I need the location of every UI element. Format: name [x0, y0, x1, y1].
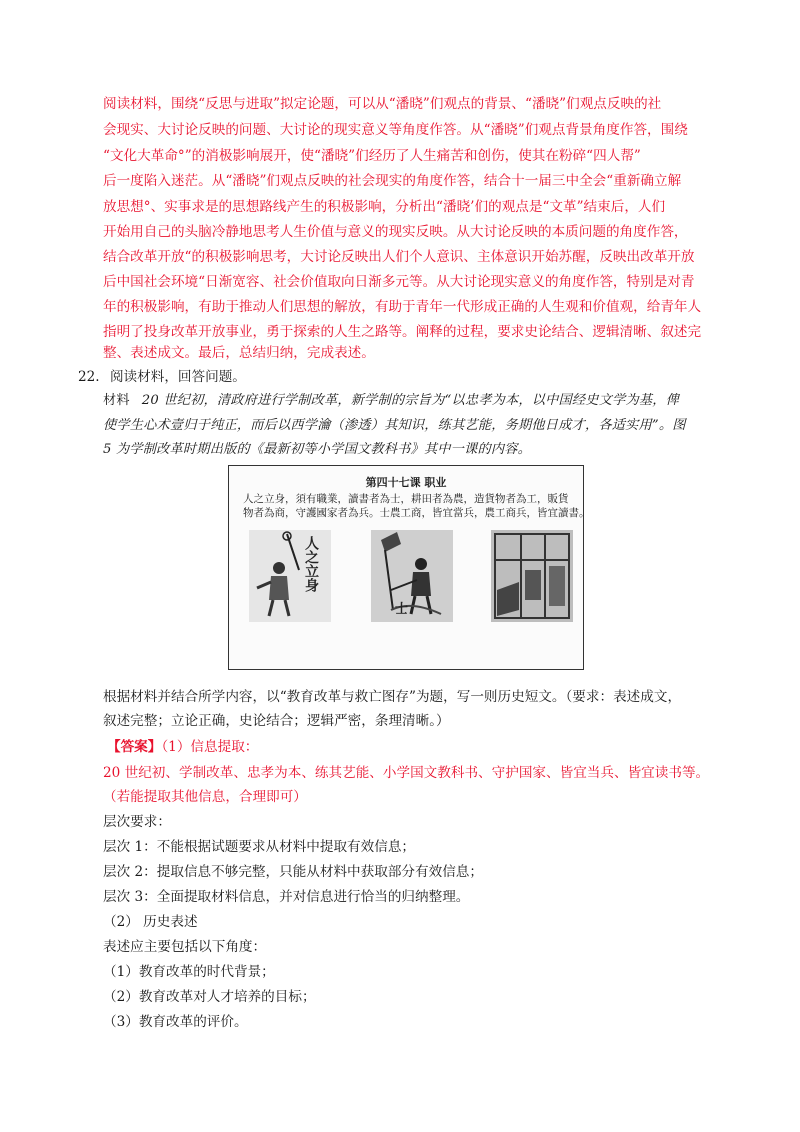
panel-calligraphy: 士 — [395, 602, 409, 617]
workshop-illustration-icon — [491, 530, 573, 622]
answer-paragraph-line: 年的积极影响，有助于推动人们思想的解放，有助于青年一代形成正确的人生观和价值观，给青年人 — [103, 299, 702, 315]
answer-paragraph-line: 放思想°、实事求是的思想路线产生的积极影响，分析出“潘晓’们的观点是“文革”结束后，人们 — [103, 199, 666, 215]
part1-label: （1）信息提取： — [161, 739, 259, 755]
levels-title: 层次要求： — [103, 814, 171, 830]
answer-header — [107, 738, 258, 756]
answer-paragraph-line: 会现实、大讨论反映的问题、大讨论的现实意义等角度作答。从“潘晓”们观点背景角度作答，围绕 — [103, 122, 688, 138]
part2-intro: 表述应主要包括以下角度： — [103, 939, 267, 955]
illustration-farmer — [371, 530, 453, 622]
answer-line: （若能提取其他信息，合理即可） — [103, 789, 307, 805]
figure-text — [243, 492, 590, 520]
answer-paragraph-line: 整、表述成文。最后，总结归纳，完成表述。 — [103, 345, 375, 361]
part2-item: （1）教育改革的时代背景； — [103, 964, 275, 980]
question-number-label: 22. — [78, 369, 100, 385]
question-number — [78, 368, 246, 386]
textbook-figure — [228, 465, 590, 670]
question-prompt: 阅读材料，回答问题。 — [109, 369, 246, 385]
figure-text-line: 物者為商，守護國家者為兵。士農工商，皆宜當兵，農工商兵，皆宜讀書。 — [243, 507, 590, 519]
material-label: 材料 — [103, 393, 130, 408]
answer-line: 20 世纪初、学制改革、忠孝为本、练其艺能、小学国文教科书、守护国家、皆宜当兵、皆宜读书等。 — [103, 765, 710, 781]
part2-item: （3）教育改革的评价。 — [103, 1014, 248, 1030]
answer-paragraph-line: 结合改革开放“的积极影响思考，大讨论反映出人们个人意识、主体意识开始苏醒，反映出改革开放 — [103, 249, 695, 265]
panel-calligraphy: 人之立身 — [303, 536, 319, 592]
figure-title: 第四十七课 职业 — [365, 476, 447, 489]
illustration-workshop — [491, 530, 573, 622]
answer-tag: 【答案】 — [107, 739, 162, 755]
material-text: 20 世纪初，清政府进行学制改革，新学制的宗旨为“以忠孝为本，以中国经史文学为基，俾 — [141, 393, 680, 408]
answer-paragraph-line: 后中国社会环境“日渐宽容、社会价值取向日渐多元等。从大讨论现实意义的角度作答，特别是对青 — [103, 274, 695, 290]
answer-paragraph-line: 指明了投身改革开放事业，勇于探索的人生之路等。阐释的过程，要求史论结合、逻辑清晰、叙述完 — [103, 324, 702, 340]
answer-paragraph-line: 开始用自己的头脑冷静地思考人生价值与意义的现实反映。从大讨论反映的本质问题的角度作答， — [103, 224, 688, 240]
level-item: 层次 3：全面提取材料信息，并对信息进行恰当的归纳整理。 — [103, 889, 470, 905]
part2-item: （2）教育改革对人才培养的目标； — [103, 989, 316, 1005]
level-item: 层次 1：不能根据试题要求从材料中提取有效信息； — [103, 839, 416, 855]
illustration-soldier — [249, 530, 331, 622]
material-line: 5 为学制改革时期出版的《最新初等小学国文教科书》其中一课的内容。 — [103, 442, 531, 457]
material-line — [103, 392, 679, 410]
answer-paragraph-line: “文化大革命°”的消极影响展开，使“潘晓”们经历了人生痛苦和创伤，使其在粉碎“四人帮” — [103, 148, 641, 164]
task-line: 根据材料并结合所学内容，以“教育改革与救亡图存”为题，写一则历史短文。（要求：表述成文， — [103, 689, 682, 705]
figure-text-line: 人之立身，須有職業，讀書者為士，耕田者為農，造貨物者為工，販貨 — [243, 493, 569, 505]
material-line: 使学生心术壹归于纯正，而后以西学瀹（渗透）其知识，练其艺能，务期他日成才，各适实用”。图 — [103, 418, 686, 433]
answer-paragraph-line: 阅读材料，围绕“反思与进取”拟定论题，可以从“潘晓”们观点的背景、“潘晓”们观点反映的社 — [103, 96, 662, 112]
level-item: 层次 2：提取信息不够完整，只能从材料中获取部分有效信息； — [103, 864, 483, 880]
task-line: 叙述完整；立论正确，史论结合；逻辑严密，条理清晰。） — [103, 713, 450, 729]
answer-paragraph-line: 后一度陷入迷茫。从“潘晓”们观点反映的社会现实的角度作答，结合十一届三中全会“重新确立解 — [103, 173, 682, 189]
part2-label: （2） 历史表述 — [103, 914, 198, 930]
farmer-illustration-icon — [371, 530, 453, 622]
